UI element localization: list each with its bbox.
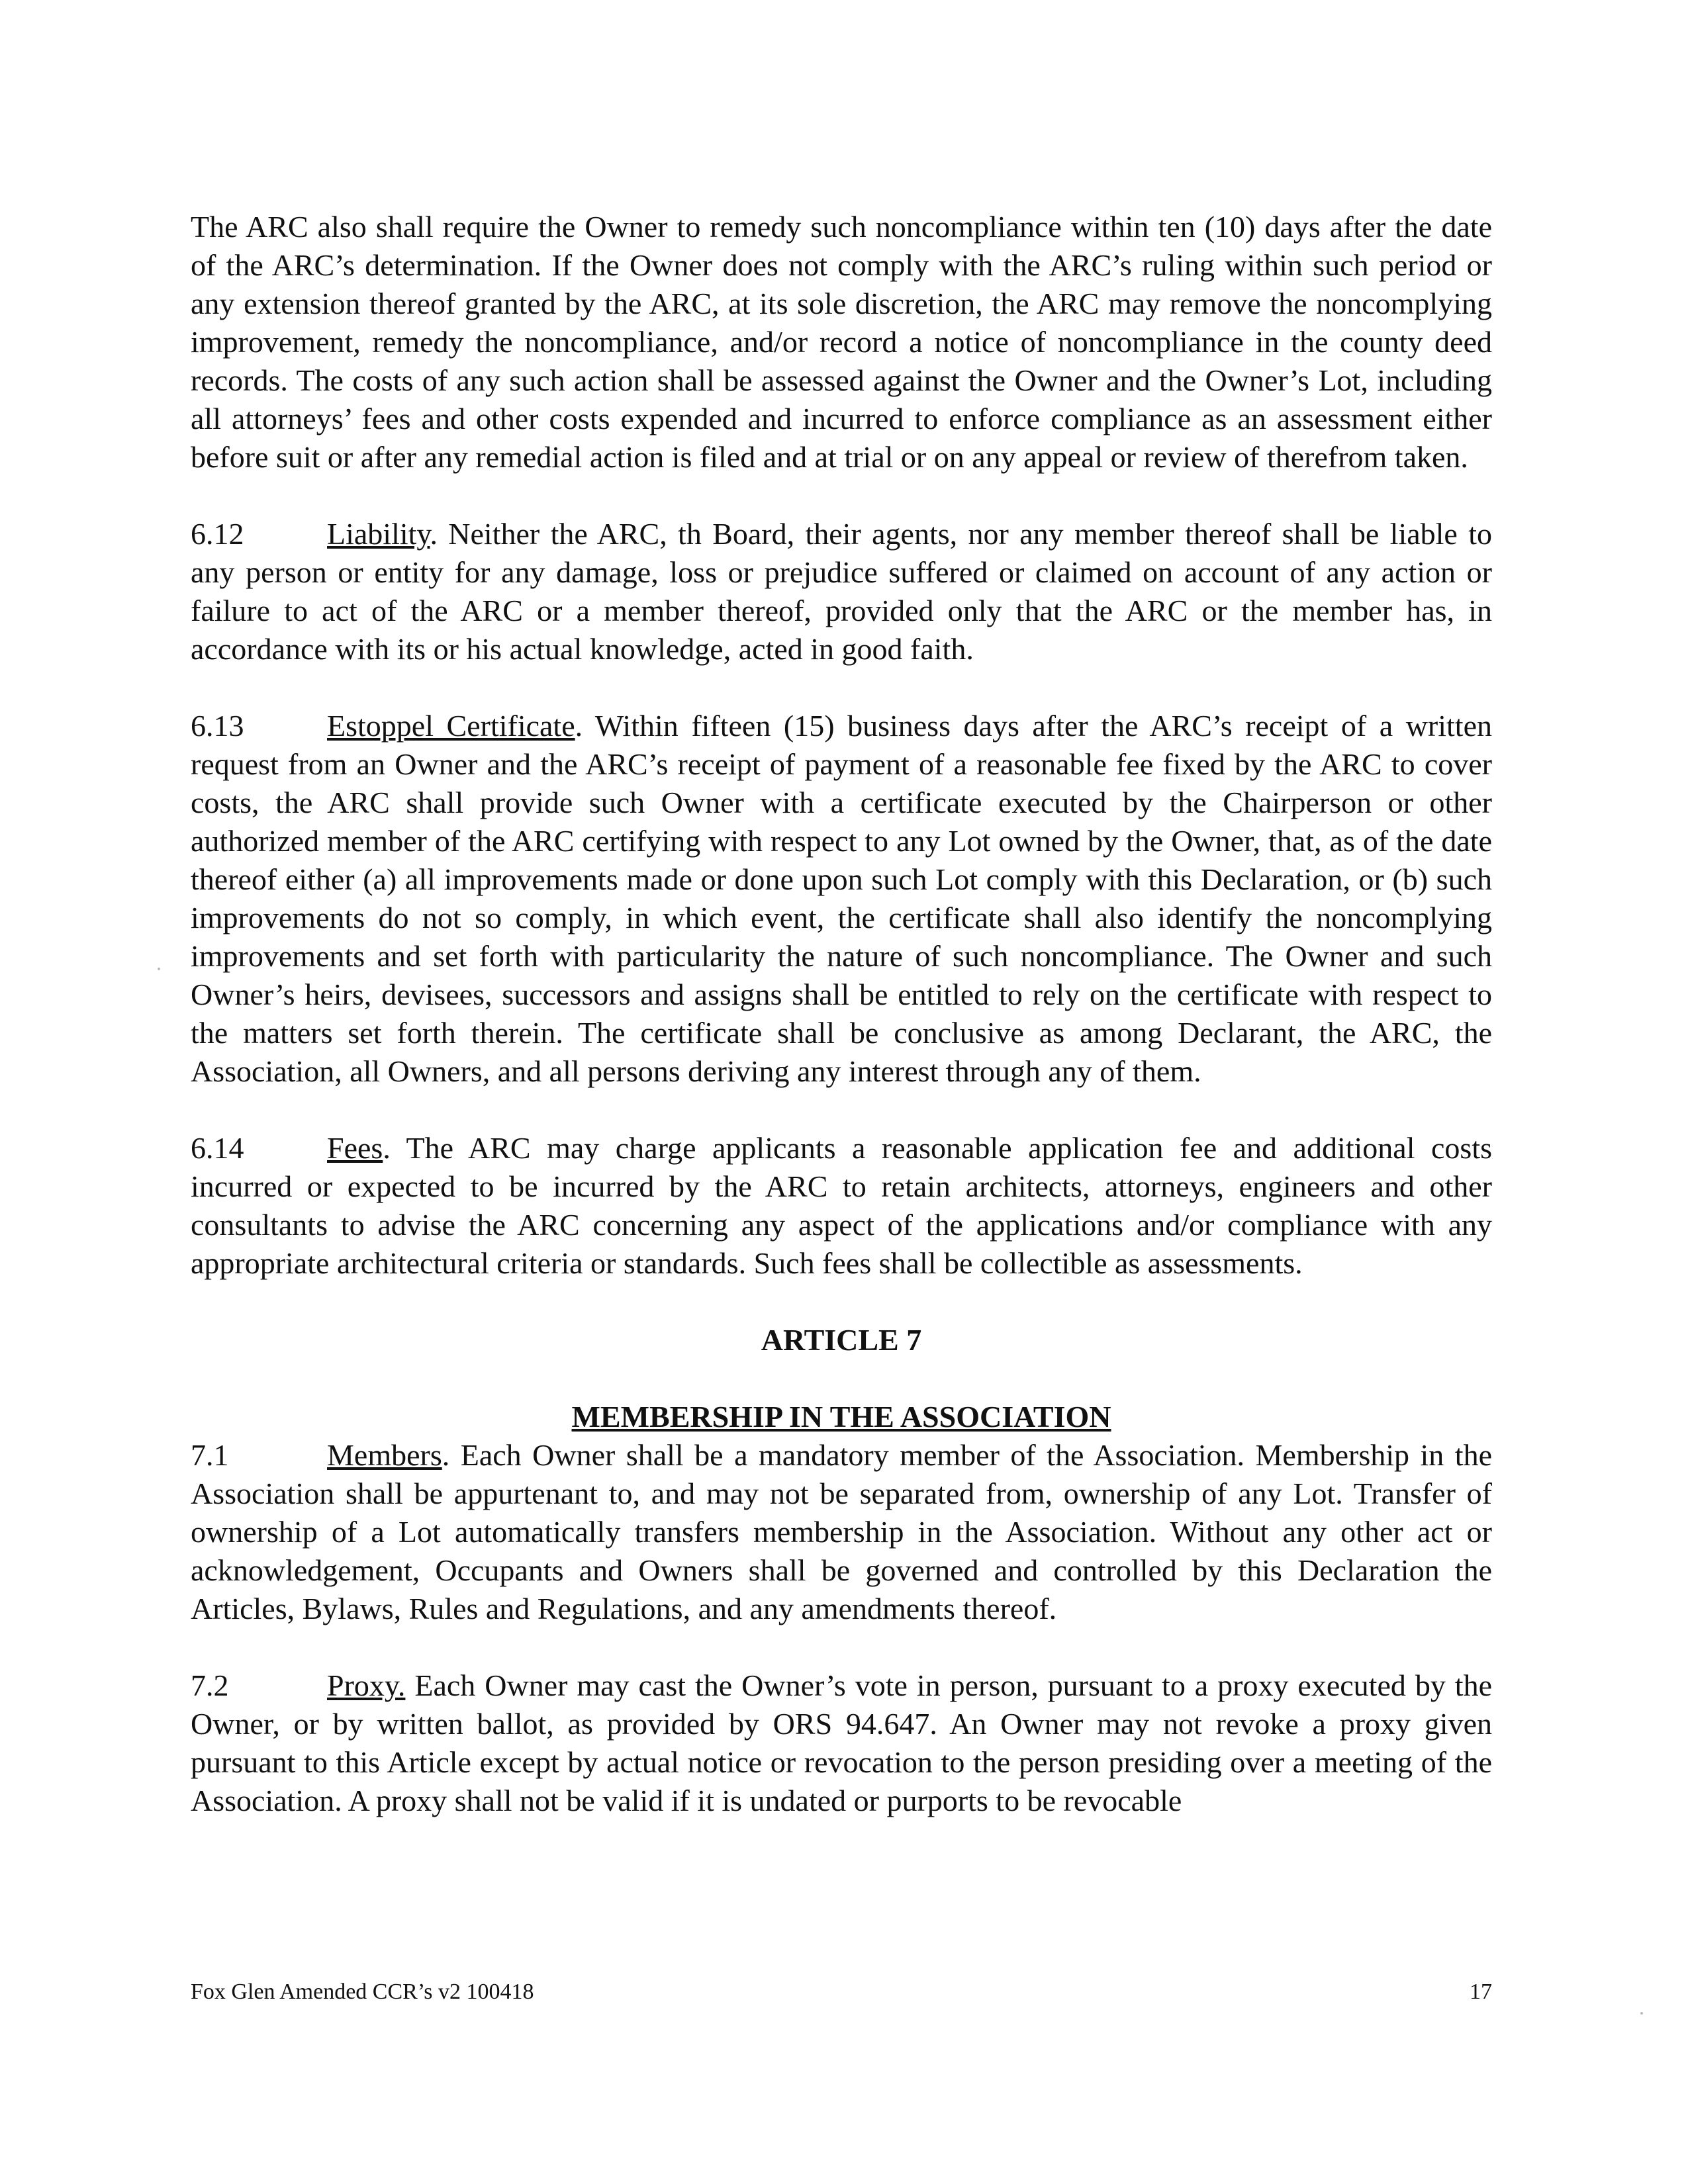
article-subtitle: MEMBERSHIP IN THE ASSOCIATION — [571, 1400, 1111, 1433]
section-number: 7.1 — [191, 1438, 229, 1472]
section-heading: Members — [327, 1438, 442, 1472]
page-body — [191, 208, 1492, 1858]
section-heading: Liability — [327, 517, 430, 551]
section-7-2 — [191, 1666, 1492, 1820]
section-6-14 — [191, 1129, 1492, 1283]
page-footer — [191, 1979, 1492, 2005]
paragraph-arc-noncompliance: The ARC also shall require the Owner to remedy such noncompliance within ten (10) days after the date of the ARC’s determination. If the Owner does not comply with the ARC’s ruling within such period or any extension thereof granted by the ARC, at its sole discretion, the ARC may remove the noncomplying improvement, remedy the noncompliance, and/or record a notice of noncompliance in the county deed records. The costs of any such action shall be assessed against the Owner and the Owner’s Lot, including all attorneys’ fees and other costs expended and incurred to enforce compliance as an assessment either before suit or after any remedial action is filed and at trial or on any appeal or review of therefrom taken. — [191, 210, 1492, 474]
section-number: 6.12 — [191, 517, 244, 551]
section-text: . The ARC may charge applicants a reasonable application fee and additional costs incurred or expected to be incurred by the ARC to retain architects, attorneys, engineers and other consultants to advise the ARC concerning any aspect of the applications and/or compliance with any appropriate architectural criteria or standards. Such fees shall be collectible as assessments. — [191, 1131, 1492, 1280]
section-heading: Proxy. — [327, 1668, 406, 1702]
section-text: . Within fifteen (15) business days after the ARC’s receipt of a written request from an Owner and the ARC’s receipt of payment of a reasonable fee fixed by the ARC to cover costs, the ARC shall provide such Owner with a certificate executed by the Chairperson or other authorized member of the ARC certifying with respect to any Lot owned by the Owner, that, as of the date thereof either (a) all improvements made or done upon such Lot comply with this Declaration, or (b) such improvements do not so comply, in which event, the certificate shall also identify the noncomplying improvements and set forth with particularity the nature of such noncompliance. The Owner and such Owner’s heirs, devisees, successors and assigns shall be entitled to rely on the certificate with respect to the matters set forth therein. The certificate shall be conclusive as among Declarant, the ARC, the Association, all Owners, and all persons deriving any interest through any of them. — [191, 709, 1492, 1088]
section-text: . Each Owner shall be a mandatory member of the Association. Membership in the Association shall be appurtenant to, and may not be separated from, ownership of any Lot. Transfer of ownership of a Lot automatically transfers membership in the Association. Without any other act or acknowledgement, Occupants and Owners shall be governed and controlled by this Declaration the Articles, Bylaws, Rules and Regulations, and any amendments thereof. — [191, 1438, 1492, 1625]
section-text: . Neither the ARC, th Board, their agents, nor any member thereof shall be liable to any person or entity for any damage, loss or prejudice suffered or claimed on account of any action or failure to act of the ARC or a member thereof, provided only that the ARC or the member has, in accordance with its or his actual knowledge, acted in good faith. — [191, 517, 1492, 666]
section-6-13 — [191, 707, 1492, 1091]
footer-page-number: 17 — [1470, 1979, 1492, 2004]
section-number: 6.14 — [191, 1131, 244, 1165]
article-title: ARTICLE 7 — [761, 1323, 922, 1357]
section-number: 6.13 — [191, 709, 244, 743]
scan-speck — [158, 968, 160, 970]
scan-speck — [1640, 2012, 1643, 2015]
section-6-12 — [191, 515, 1492, 668]
section-7-1 — [191, 1436, 1492, 1628]
footer-document-id: Fox Glen Amended CCR’s v2 100418 — [191, 1979, 534, 2004]
section-number: 7.2 — [191, 1668, 229, 1702]
section-heading: Estoppel Certificate — [327, 709, 575, 743]
section-text: Each Owner may cast the Owner’s vote in person, pursuant to a proxy executed by the Owner, or by written ballot, as provided by ORS 94.647. An Owner may not revoke a proxy given pursuant to this Article except by actual notice or revocation to the person presiding over a meeting of the Association. A proxy shall not be valid if it is undated or purports to be revocable — [191, 1668, 1492, 1817]
section-heading: Fees — [327, 1131, 383, 1165]
